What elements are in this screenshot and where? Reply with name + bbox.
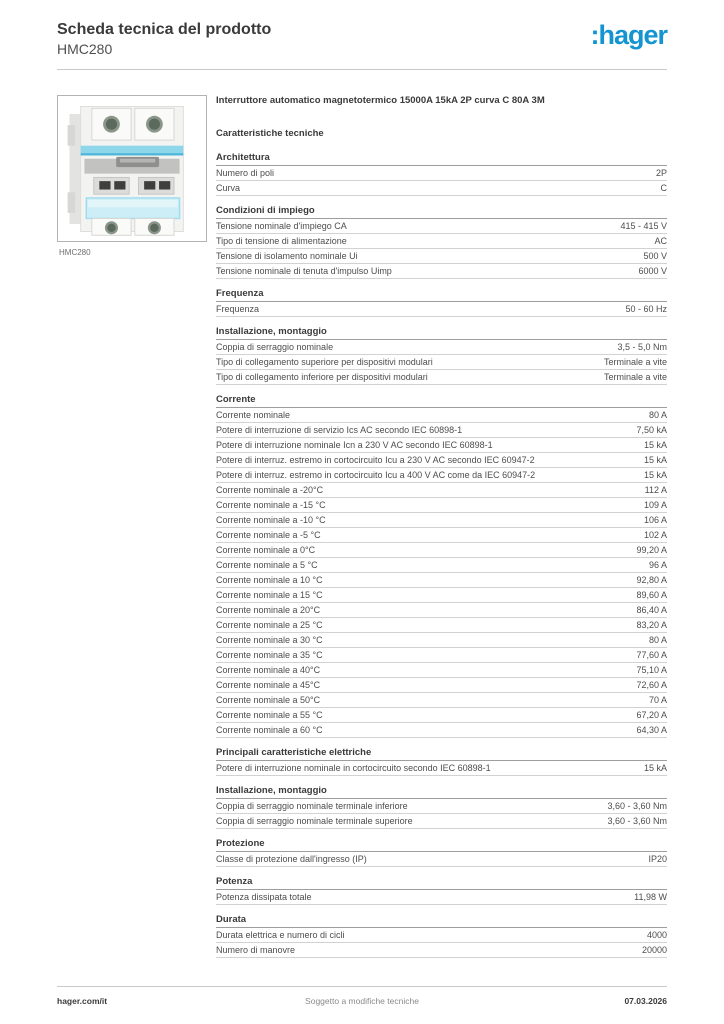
- spec-label: Corrente nominale: [216, 410, 291, 420]
- spec-value: 4000: [646, 930, 667, 940]
- spec-label: Corrente nominale a 55 °C: [216, 710, 323, 720]
- spec-value: 15 kA: [643, 440, 667, 450]
- spec-value: Terminale a vite: [603, 372, 667, 382]
- spec-section: [216, 838, 667, 867]
- spec-label: Corrente nominale a 15 °C: [216, 590, 323, 600]
- spec-value: IP20: [648, 854, 667, 864]
- spec-section: [216, 876, 667, 905]
- spec-value: 2P: [655, 168, 667, 178]
- spec-section: [216, 288, 667, 317]
- spec-row: [216, 799, 667, 814]
- spec-label: Corrente nominale a -15 °C: [216, 500, 326, 510]
- spec-value: 20000: [641, 945, 667, 955]
- spec-row: [216, 663, 667, 678]
- spec-label: Frequenza: [216, 304, 260, 314]
- page-title: Scheda tecnica del prodotto: [57, 21, 272, 38]
- spec-value: 92,80 A: [636, 575, 667, 585]
- spec-section: [216, 394, 667, 738]
- spec-value: 6000 V: [638, 266, 667, 276]
- spec-label: Tensione di isolamento nominale Ui: [216, 251, 358, 261]
- spec-row: [216, 708, 667, 723]
- spec-label: Potere di interruzione nominale Icn a 230 V AC secondo IEC 60898-1: [216, 440, 493, 450]
- spec-value: 15 kA: [643, 455, 667, 465]
- product-image: [57, 95, 207, 242]
- page-footer: [57, 986, 667, 1006]
- spec-sections: [216, 152, 667, 958]
- spec-value: 500 V: [643, 251, 667, 261]
- spec-label: Potere di interruzione nominale in cortocircuito secondo IEC 60898-1: [216, 763, 491, 773]
- spec-row: [216, 943, 667, 958]
- spec-row: [216, 453, 667, 468]
- spec-value: 80 A: [648, 635, 667, 645]
- spec-row: [216, 468, 667, 483]
- spec-row: [216, 633, 667, 648]
- spec-label: Corrente nominale a 5 °C: [216, 560, 318, 570]
- spec-row: [216, 814, 667, 829]
- main-content: [57, 95, 667, 958]
- spec-label: Tipo di collegamento inferiore per dispositivi modulari: [216, 372, 428, 382]
- footer-divider: [57, 986, 667, 987]
- spec-row: [216, 558, 667, 573]
- spec-section: [216, 326, 667, 385]
- spec-value: 83,20 A: [636, 620, 667, 630]
- section-title: Installazione, montaggio: [216, 326, 667, 340]
- spec-value: 64,30 A: [636, 725, 667, 735]
- spec-row: [216, 302, 667, 317]
- spec-value: 77,60 A: [636, 650, 667, 660]
- spec-row: [216, 723, 667, 738]
- spec-row: [216, 408, 667, 423]
- spec-row: [216, 234, 667, 249]
- spec-label: Corrente nominale a -5 °C: [216, 530, 321, 540]
- footer-date: 07.03.2026: [624, 996, 667, 1006]
- spec-row: [216, 219, 667, 234]
- spec-label: Corrente nominale a 0°C: [216, 545, 316, 555]
- spec-row: [216, 618, 667, 633]
- product-image-caption: HMC280: [59, 248, 91, 257]
- spec-row: [216, 678, 667, 693]
- page-header: [57, 20, 667, 58]
- spec-row: [216, 181, 667, 196]
- spec-label: Numero di manovre: [216, 945, 296, 955]
- footer-disclaimer: Soggetto a modifiche tecniche: [305, 996, 419, 1006]
- spec-label: Tipo di collegamento superiore per dispositivi modulari: [216, 357, 433, 367]
- spec-row: [216, 370, 667, 385]
- spec-label: Corrente nominale a -10 °C: [216, 515, 326, 525]
- spec-label: Corrente nominale a 30 °C: [216, 635, 323, 645]
- spec-section: [216, 205, 667, 279]
- product-image-column: [57, 95, 207, 958]
- section-title: Potenza: [216, 876, 667, 890]
- spec-label: Corrente nominale a 20°C: [216, 605, 321, 615]
- spec-row: [216, 483, 667, 498]
- section-title: Durata: [216, 914, 667, 928]
- spec-row: [216, 528, 667, 543]
- spec-value: 80 A: [648, 410, 667, 420]
- spec-row: [216, 890, 667, 905]
- spec-row: [216, 498, 667, 513]
- spec-section: [216, 152, 667, 196]
- spec-row: [216, 438, 667, 453]
- spec-value: 3,60 - 3,60 Nm: [607, 801, 667, 811]
- section-title: Corrente: [216, 394, 667, 408]
- header-titles: [57, 20, 271, 58]
- section-title: Frequenza: [216, 288, 667, 302]
- spec-value: 109 A: [643, 500, 667, 510]
- spec-value: 96 A: [648, 560, 667, 570]
- spec-label: Corrente nominale a 10 °C: [216, 575, 323, 585]
- spec-value: 7,50 kA: [636, 425, 667, 435]
- spec-row: [216, 513, 667, 528]
- spec-label: Coppia di serraggio nominale terminale inferiore: [216, 801, 408, 811]
- circuit-breaker-illustration: [62, 100, 202, 238]
- spec-row: [216, 588, 667, 603]
- spec-row: [216, 264, 667, 279]
- spec-label: Potere di interruz. estremo in cortocircuito Icu a 400 V AC come da IEC 60947-2: [216, 470, 536, 480]
- spec-label: Potenza dissipata totale: [216, 892, 312, 902]
- spec-label: Tipo di tensione di alimentazione: [216, 236, 347, 246]
- spec-value: 75,10 A: [636, 665, 667, 675]
- spec-label: Corrente nominale a 35 °C: [216, 650, 323, 660]
- section-title: Principali caratteristiche elettriche: [216, 747, 667, 761]
- product-title: Interruttore automatico magnetotermico 15000A 15kA 2P curva C 80A 3M: [216, 95, 545, 106]
- spec-value: 15 kA: [643, 470, 667, 480]
- spec-value: 3,60 - 3,60 Nm: [607, 816, 667, 826]
- spec-value: 102 A: [643, 530, 667, 540]
- spec-label: Potere di interruzione di servizio Ics AC secondo IEC 60898-1: [216, 425, 463, 435]
- header-divider: [57, 69, 667, 70]
- section-title: Condizioni di impiego: [216, 205, 667, 219]
- spec-value: 3,5 - 5,0 Nm: [617, 342, 667, 352]
- spec-value: C: [660, 183, 667, 193]
- spec-row: [216, 249, 667, 264]
- spec-row: [216, 543, 667, 558]
- spec-row: [216, 693, 667, 708]
- spec-label: Corrente nominale a 60 °C: [216, 725, 323, 735]
- spec-section: [216, 914, 667, 958]
- spec-value: Terminale a vite: [603, 357, 667, 367]
- spec-value: 415 - 415 V: [620, 221, 667, 231]
- spec-label: Curva: [216, 183, 241, 193]
- spec-label: Corrente nominale a 40°C: [216, 665, 321, 675]
- specs-heading: Caratteristiche tecniche: [216, 128, 324, 139]
- spec-label: Potere di interruz. estremo in cortocircuito Icu a 230 V AC secondo IEC 60947-2: [216, 455, 535, 465]
- spec-label: Corrente nominale a 45°C: [216, 680, 321, 690]
- spec-value: 106 A: [643, 515, 667, 525]
- spec-label: Corrente nominale a 50°C: [216, 695, 321, 705]
- spec-value: 50 - 60 Hz: [625, 304, 667, 314]
- spec-row: [216, 355, 667, 370]
- spec-label: Durata elettrica e numero di cicli: [216, 930, 345, 940]
- spec-label: Coppia di serraggio nominale: [216, 342, 334, 352]
- spec-value: 11,98 W: [634, 892, 667, 902]
- spec-value: 89,60 A: [636, 590, 667, 600]
- spec-label: Corrente nominale a 25 °C: [216, 620, 323, 630]
- section-title: Architettura: [216, 152, 667, 166]
- spec-value: 112 A: [644, 485, 667, 495]
- hager-logo: :hager: [590, 20, 667, 50]
- spec-row: [216, 423, 667, 438]
- spec-label: Coppia di serraggio nominale terminale superiore: [216, 816, 413, 826]
- spec-row: [216, 573, 667, 588]
- spec-row: [216, 166, 667, 181]
- footer-website-link[interactable]: hager.com/it: [57, 996, 108, 1006]
- spec-value: 72,60 A: [636, 680, 667, 690]
- spec-row: [216, 603, 667, 618]
- section-title: Installazione, montaggio: [216, 785, 667, 799]
- spec-section: [216, 785, 667, 829]
- spec-label: Corrente nominale a -20°C: [216, 485, 324, 495]
- spec-value: 86,40 A: [636, 605, 667, 615]
- spec-value: 70 A: [648, 695, 667, 705]
- spec-label: Classe di protezione dall'ingresso (IP): [216, 854, 367, 864]
- spec-row: [216, 761, 667, 776]
- spec-value: AC: [654, 236, 667, 246]
- spec-row: [216, 648, 667, 663]
- spec-value: 67,20 A: [636, 710, 667, 720]
- spec-label: Tensione nominale di tenuta d'impulso Uimp: [216, 266, 392, 276]
- spec-row: [216, 340, 667, 355]
- footer-row: [57, 996, 667, 1006]
- product-reference: HMC280: [57, 41, 113, 57]
- spec-value: 99,20 A: [636, 545, 667, 555]
- spec-section: [216, 747, 667, 776]
- spec-label: Tensione nominale d'impiego CA: [216, 221, 347, 231]
- spec-row: [216, 928, 667, 943]
- spec-label: Numero di poli: [216, 168, 275, 178]
- section-title: Protezione: [216, 838, 667, 852]
- specs-column: [216, 95, 667, 958]
- spec-row: [216, 852, 667, 867]
- spec-value: 15 kA: [643, 763, 667, 773]
